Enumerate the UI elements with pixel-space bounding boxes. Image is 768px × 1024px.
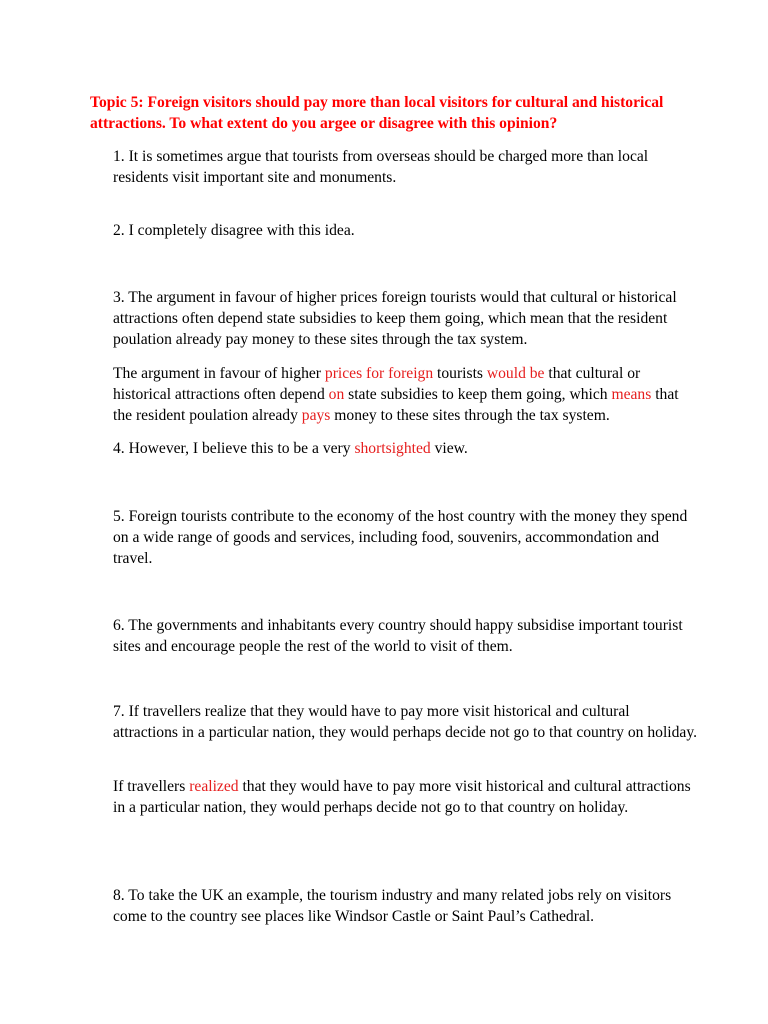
topic-heading: Topic 5: Foreign visitors should pay more than local visitors for cultural and historical attractions. To what extent do you argee or disagree with this opinion?	[90, 94, 664, 132]
correction-highlight: shortsighted	[354, 440, 431, 457]
text-segment: that cultural or historical attractions often depend	[113, 365, 641, 403]
paragraph-6: 6. The governments and inhabitants every country should happy subsidise important tourist sites and encourage people the rest of the world to visit of them.	[113, 617, 683, 655]
paragraph-3: 3. The argument in favour of higher prices foreign tourists would that cultural or historical attractions often depend state subsidies to keep them going, which mean that the resident poulation already pay money to these sites through the tax system.	[113, 289, 677, 348]
correction-highlight: prices for foreign	[324, 365, 434, 382]
correction-highlight: would be	[486, 365, 545, 382]
text-segment: tourists	[433, 365, 487, 382]
text-segment: The argument in favour of higher	[113, 365, 325, 382]
paragraph-8: 8. To take the UK an example, the tourism industry and many related jobs rely on visitors come to the country see places like Windsor Castle or Saint Paul’s Cathedral.	[113, 887, 672, 925]
text-segment: 4. However, I believe this to be a very	[113, 440, 355, 457]
text-segment: that they would have to pay more visit historical and cultural attractions in a particular nation, they would perhaps decide not go to that country on holiday.	[113, 778, 691, 816]
correction-highlight: pays	[301, 407, 331, 424]
text-segment: If travellers	[113, 778, 190, 795]
correction-highlight: on	[328, 386, 345, 403]
text-segment: view.	[430, 440, 468, 457]
text-segment: money to these sites through the tax system.	[330, 407, 610, 424]
paragraph-4	[113, 438, 698, 459]
correction-highlight: realized	[189, 778, 239, 795]
paragraph-1: 1. It is sometimes argue that tourists from overseas should be charged more than local residents visit important site and monuments.	[113, 148, 649, 186]
paragraph-5: 5. Foreign tourists contribute to the economy of the host country with the money they spend on a wide range of goods and services, including food, souvenirs, accommondation and travel.	[113, 508, 688, 567]
paragraph-7: 7. If travellers realize that they would have to pay more visit historical and cultural attractions in a particular nation, they would perhaps decide not go to that country on holiday.	[113, 703, 698, 741]
text-segment: that the resident poulation already	[113, 386, 679, 424]
correction-highlight: means	[611, 386, 652, 403]
text-segment: state subsidies to keep them going, which	[344, 386, 612, 403]
paragraph-2: 2. I completely disagree with this idea.	[113, 222, 355, 239]
paragraph-7-corrected	[113, 776, 698, 818]
paragraph-3-corrected	[113, 363, 698, 426]
